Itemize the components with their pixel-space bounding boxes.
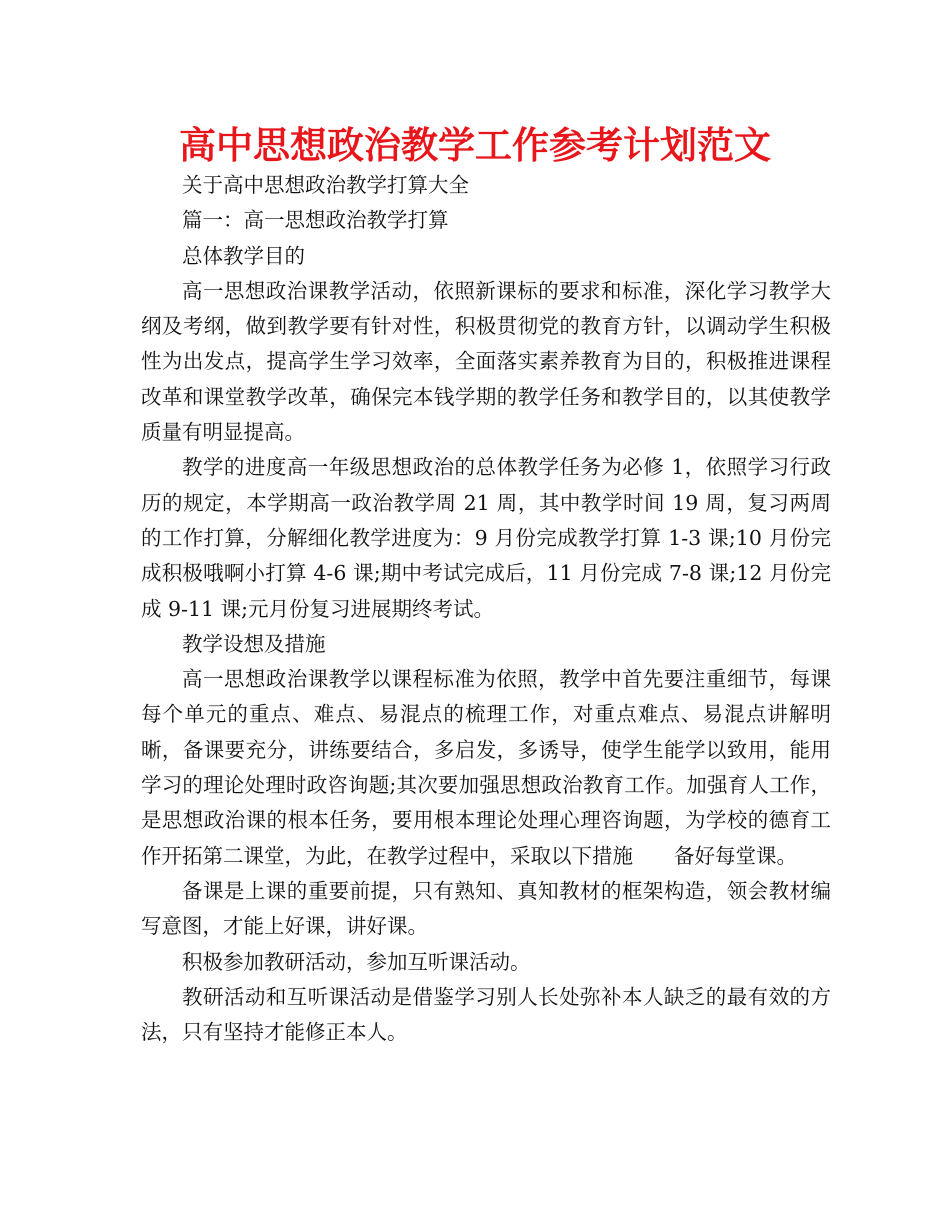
- body-paragraph: 教研活动和互听课活动是借鉴学习别人长处弥补本人缺乏的最有效的方法，只有坚持才能修正本人。: [141, 984, 831, 1045]
- section-heading: 总体教学目的: [182, 243, 305, 268]
- body-paragraph: 备课是上课的重要前提，只有熟知、真知教材的框架构造，领会教材编写意图，才能上好课，讲好课。: [141, 878, 831, 939]
- subtitle-paragraph: 关于高中思想政治教学打算大全: [182, 173, 469, 197]
- document-body: [141, 168, 831, 1050]
- document-title: 高中思想政治教学工作参考计划范文: [179, 124, 771, 167]
- section-heading: 篇一：高一思想政治教学打算: [182, 208, 449, 233]
- body-paragraph: 高一思想政治课教学以课程标准为依照，教学中首先要注重细节，每课每个单元的重点、难点、易混点的梳理工作，对重点难点、易混点讲解明晰，备课要充分，讲练要结合，多启发，多诱导，使学生能学以致用，能用学习的理论处理时政咨询题;其次要加强思想政治教育工作。加强育人工作，是思想政治课的根本任务，要用根本理论处理心理咨询题，为学校的德育工作开拓第二课堂，为此，在教学过程中，采取以下措施 备好每堂课。: [141, 667, 831, 868]
- body-paragraph: 积极参加教研活动，参加互听课活动。: [182, 949, 531, 974]
- section-heading: 教学设想及措施: [182, 631, 326, 656]
- body-paragraph: 高一思想政治课教学活动，依照新课标的要求和标准，深化学习教学大纲及考纲，做到教学要有针对性，积极贯彻党的教育方针，以调动学生积极性为出发点，提高学生学习效率，全面落实素养教育为目的，积极推进课程改革和课堂教学改革，确保完本钱学期的教学任务和教学目的，以其使教学质量有明显提高。: [141, 278, 831, 445]
- body-paragraph: 教学的进度高一年级思想政治的总体教学任务为必修 1，依照学习行政历的规定，本学期高一政治教学周 21 周，其中教学时间 19 周，复习两周的工作打算，分解细化教学进度为：9 月份完成教学打算 1-3 课;10 月份完成积极哦啊小打算 4-6 课;期中考试完成后，11 月份完成 7-8 课;12 月份完成 9-11 课;元月份复习进展期终考试。: [141, 455, 831, 621]
